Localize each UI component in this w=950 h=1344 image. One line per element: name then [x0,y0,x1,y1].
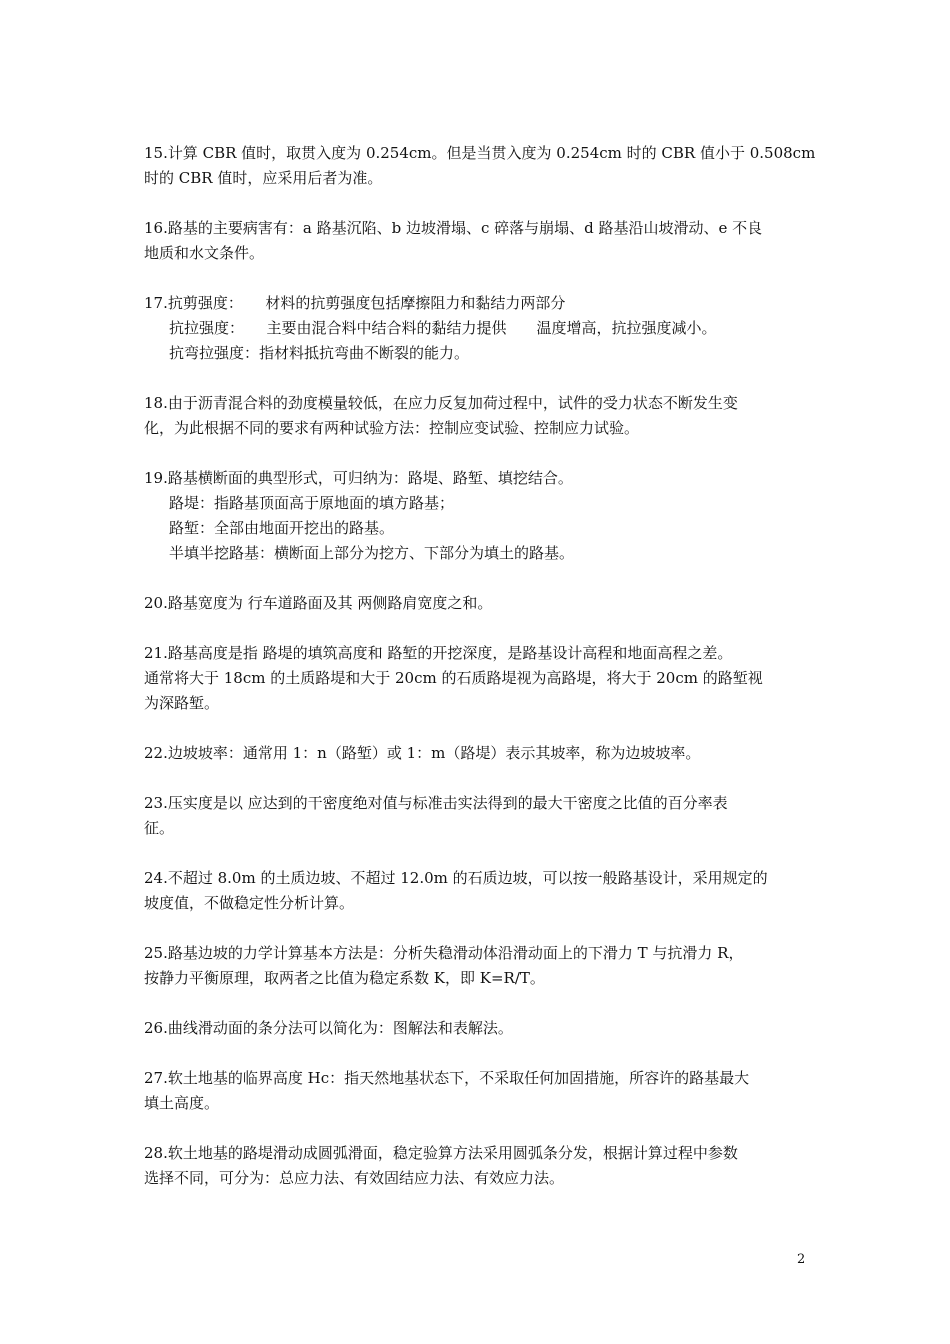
text-line: 按静力平衡原理，取两者之比值为稳定系数 K，即 K=R/T。 [144,969,545,987]
text-line: 征。 [144,819,175,837]
text-line: 为深路堑。 [144,694,220,712]
text-line: 26.曲线滑动面的条分法可以简化为：图解法和表解法。 [144,1019,513,1037]
text-line: 18.由于沥青混合料的劲度模量较低，在应力反复加荷过程中，试件的受力状态不断发生变 [144,394,738,412]
text-line: 27.软土地基的临界高度 Hc：指天然地基状态下，不采取任何加固措施，所容许的路基最大 [144,1069,750,1087]
item-18 [144,391,814,441]
text-line: 15.计算 CBR 值时，取贯入度为 0.254cm。但是当贯入度为 0.254cm 时的 CBR 值小于 0.508cm [144,144,816,162]
text-line: 半填半挖路基：横断面上部分为挖方、下部分为填土的路基。 [169,544,575,562]
text-line: 抗拉强度： 主要由混合料中结合料的黏结力提供 温度增高，抗拉强度减小。 [169,319,717,337]
item-23 [144,791,814,841]
text-line: 抗弯拉强度：指材料抵抗弯曲不断裂的能力。 [169,344,470,362]
item-21 [144,641,814,716]
text-line: 地质和水文条件。 [144,244,265,262]
text-line: 16.路基的主要病害有：a 路基沉陷、b 边坡滑塌、c 碎落与崩塌、d 路基沿山坡滑动、e 不良 [144,219,763,237]
text-line: 填土高度。 [144,1094,220,1112]
item-28 [144,1141,814,1191]
item-26 [144,1016,814,1041]
text-line: 坡度值，不做稳定性分析计算。 [144,894,355,912]
item-19 [144,466,814,566]
text-line: 21.路基高度是指 路堤的填筑高度和 路堑的开挖深度，是路基设计高程和地面高程之差。 [144,644,733,662]
text-line: 路堤：指路基顶面高于原地面的填方路基； [169,494,455,512]
text-line: 24.不超过 8.0m 的土质边坡、不超过 12.0m 的石质边坡，可以按一般路基设计，采用规定的 [144,869,768,887]
item-25 [144,941,814,991]
text-line: 25.路基边坡的力学计算基本方法是：分析失稳滑动体沿滑动面上的下滑力 T 与抗滑力 R， [144,944,744,962]
text-line: 20.路基宽度为 行车道路面及其 两侧路肩宽度之和。 [144,594,493,612]
item-17 [144,291,814,366]
item-24 [144,866,814,916]
text-line: 17.抗剪强度： 材料的抗剪强度包括摩擦阻力和黏结力两部分 [144,294,566,312]
text-line: 28.软土地基的路堤滑动成圆弧滑面，稳定验算方法采用圆弧条分发，根据计算过程中参数 [144,1144,738,1162]
text-line: 选择不同，可分为：总应力法、有效固结应力法、有效应力法。 [144,1169,565,1187]
item-16 [144,216,814,266]
text-line: 22.边坡坡率：通常用 1：n（路堑）或 1：m（路堤）表示其坡率，称为边坡坡率。 [144,744,701,762]
item-15 [144,141,814,191]
text-line: 路堑：全部由地面开挖出的路基。 [169,519,395,537]
text-line: 时的 CBR 值时，应采用后者为准。 [144,169,383,187]
text-line: 通常将大于 18cm 的土质路堤和大于 20cm 的石质路堤视为高路堤，将大于 20cm 的路堑视 [144,669,763,687]
item-20 [144,591,814,616]
text-line: 19.路基横断面的典型形式，可归纳为：路堤、路堑、填挖结合。 [144,469,573,487]
page-number: 2 [797,1252,806,1267]
text-line: 23.压实度是以 应达到的干密度绝对值与标准击实法得到的最大干密度之比值的百分率表 [144,794,728,812]
item-27 [144,1066,814,1116]
item-22 [144,741,814,766]
text-line: 化，为此根据不同的要求有两种试验方法：控制应变试验、控制应力试验。 [144,419,640,437]
document-body [144,141,814,1216]
